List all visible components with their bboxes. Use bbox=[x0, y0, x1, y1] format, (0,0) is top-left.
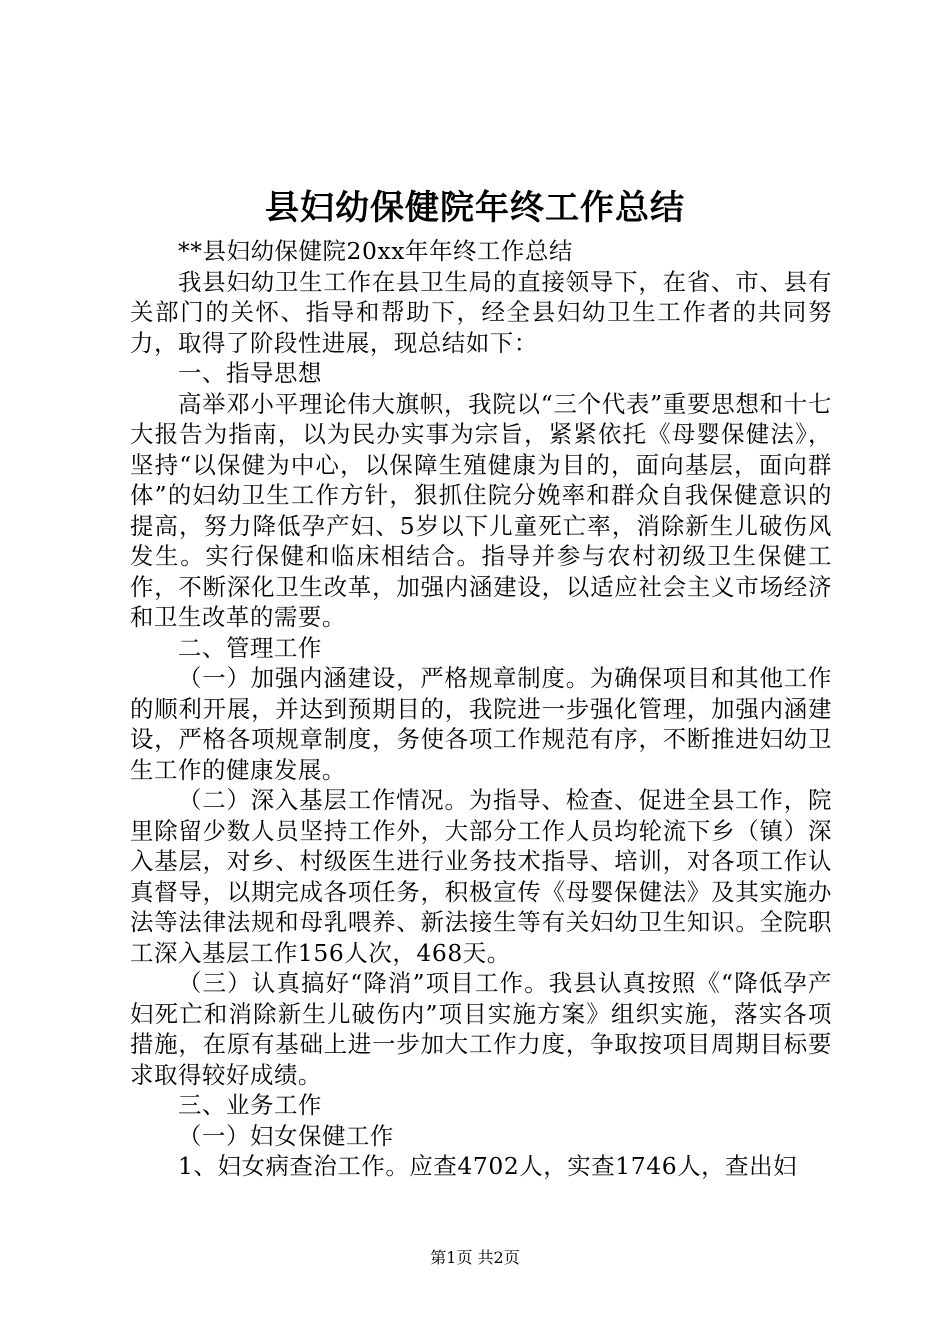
page-footer: 第1页 共2页 bbox=[430, 1248, 520, 1267]
management-paragraph-2: （二）深入基层工作情况。为指导、检查、促进全县工作，院里除留少数人员坚持工作外，大部分工作人员均轮流下乡（镇）深入基层，对乡、村级医生进行业务技术指导、培训，对各项工作认真督导，以期完成各项任务，积极宣传《母婴保健法》及其实施办法等法律法规和母乳喂养、新法接生等有关妇幼卫生知识。全院职工深入基层工作156人次，468天。 bbox=[130, 786, 832, 967]
intro-paragraph: 我县妇幼卫生工作在县卫生局的直接领导下，在省、市、县有关部门的关怀、指导和帮助下，经全县妇幼卫生工作者的共同努力，取得了阶段性进展，现总结如下： bbox=[130, 267, 832, 357]
document-body bbox=[130, 236, 832, 1182]
section-heading-guiding-thought: 一、指导思想 bbox=[178, 359, 322, 387]
document-title: 县妇幼保健院年终工作总结 bbox=[265, 188, 685, 228]
management-paragraph-1: （一）加强内涵建设，严格规章制度。为确保项目和其他工作的顺利开展，并达到预期目的，我院进一步强化管理，加强内涵建设，严格各项规章制度，务使各项工作规范有序，不断推进妇幼卫生工作的健康发展。 bbox=[130, 664, 832, 784]
management-paragraph-3: （三）认真搞好“降消”项目工作。我县认真按照《“降低孕产妇死亡和消除新生儿破伤内”项目实施方案》组织实施，落实各项措施，在原有基础上进一步加大工作力度，争取按项目周期目标要求取得较好成绩。 bbox=[130, 969, 832, 1089]
guiding-thought-paragraph: 高举邓小平理论伟大旗帜，我院以“三个代表”重要思想和十七大报告为指南，以为民办实事为宗旨，紧紧依托《母婴保健法》，坚持“以保健为中心，以保障生殖健康为目的，面向基层，面向群体”的妇幼卫生工作方针，狠抓住院分娩率和群众自我保健意识的提高，努力降低孕产妇、5岁以下儿童死亡率，消除新生儿破伤风发生。实行保健和临床相结合。指导并参与农村初级卫生保健工作，不断深化卫生改革，加强内涵建设，以适应社会主义市场经济和卫生改革的需要。 bbox=[130, 389, 832, 631]
section-heading-management: 二、管理工作 bbox=[178, 633, 322, 662]
section-heading-business: 三、业务工作 bbox=[178, 1091, 322, 1119]
women-health-paragraph: 1、妇女病查治工作。应查4702人，实查1746人，查出妇 bbox=[178, 1152, 798, 1180]
subtitle-paragraph: **县妇幼保健院20xx年年终工作总结 bbox=[178, 237, 574, 265]
subsection-heading-women-health: （一）妇女保健工作 bbox=[178, 1121, 394, 1150]
